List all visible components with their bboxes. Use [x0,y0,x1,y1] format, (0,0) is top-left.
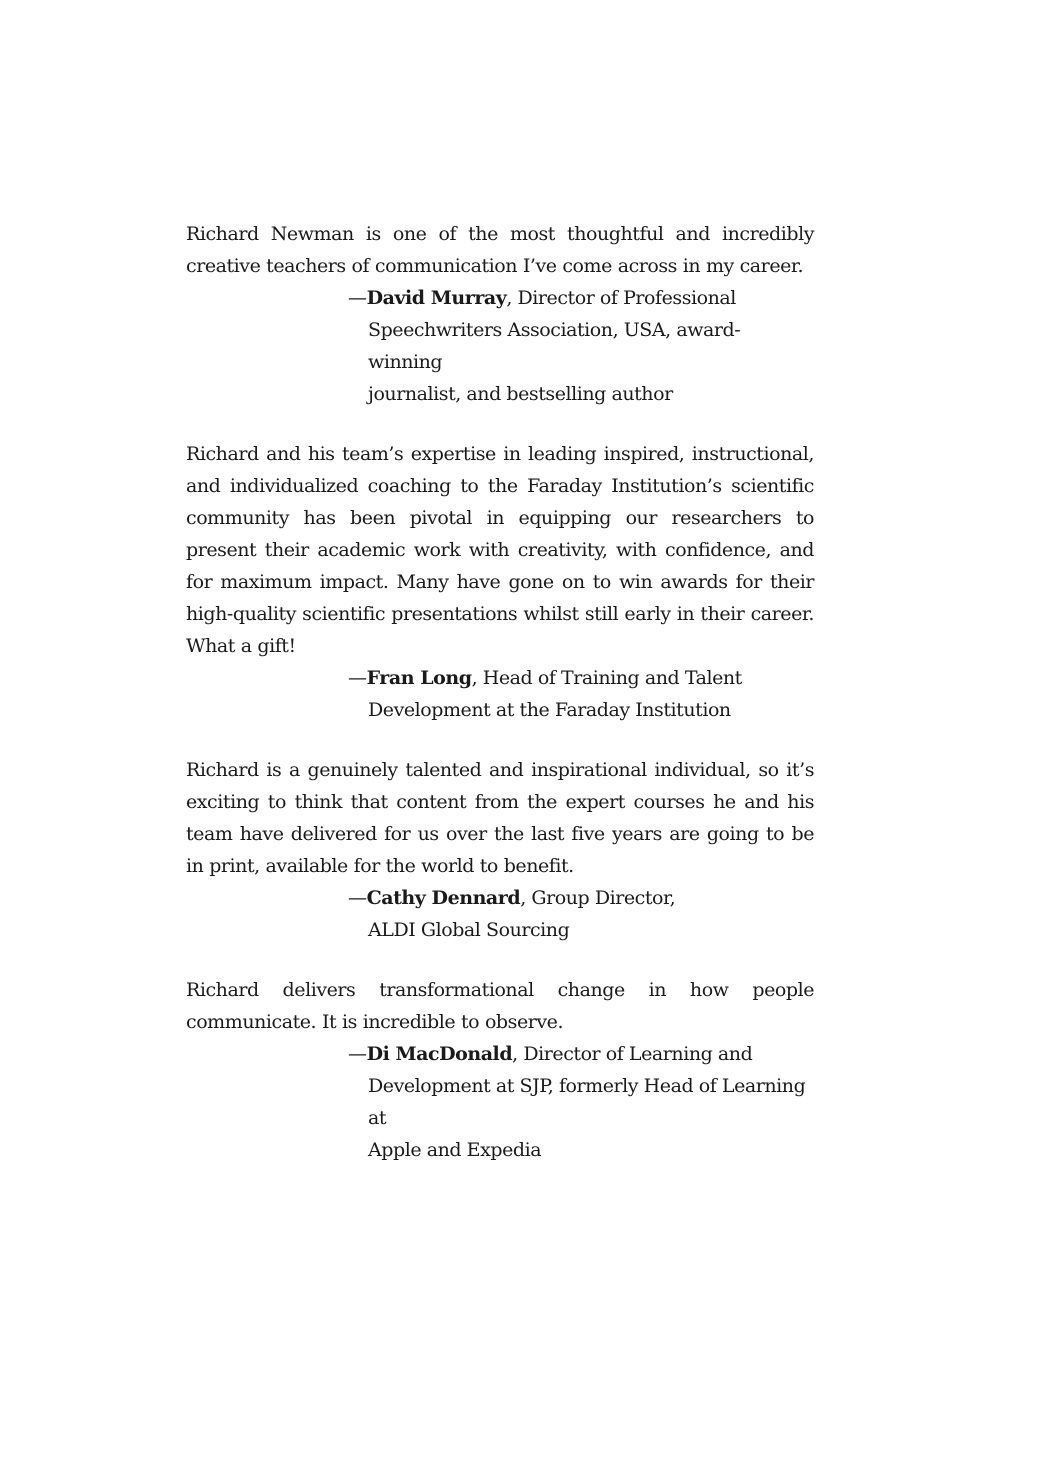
testimonial-attribution [186,282,814,410]
attribution-title: , Head of Training and Talent [471,667,742,689]
attribution-title: , Group Director, [520,887,676,909]
testimonial-attribution [186,1038,814,1166]
attribution-dash: — [348,887,367,909]
attribution-title-continued: Apple and Expedia [368,1139,542,1161]
testimonial-quote: Richard delivers transformational change in how people communicate. It is incredible to observe. [186,979,814,1033]
attribution-name: Fran Long [366,667,472,689]
attribution-name: Cathy Dennard [366,887,521,909]
testimonial-attribution [186,662,814,726]
testimonial-quote: Richard Newman is one of the most thoughtful and incredibly creative teachers of communication I’ve come across in my career. [186,223,814,277]
attribution-title: , Director of Learning and [512,1043,753,1065]
attribution-title-continued: Speechwriters Association, USA, award-winning [368,319,741,373]
testimonials-page [186,218,814,1194]
testimonial-fran-long [186,438,814,726]
attribution-title-continued: ALDI Global Sourcing [368,919,570,941]
attribution-title-continued: Development at the Faraday Institution [368,699,731,721]
attribution-title-continued: journalist, and bestselling author [368,383,673,405]
attribution-dash: — [348,287,367,309]
attribution-title: , Director of Professional [506,287,736,309]
attribution-name: David Murray [366,287,507,309]
attribution-dash: — [348,667,367,689]
testimonial-quote: Richard is a genuinely talented and inspirational individual, so it’s exciting to think that content from the expert courses he and his team have delivered for us over the last five years are going to be in print, available for the world to benefit. [186,759,814,877]
testimonial-di-macdonald [186,974,814,1166]
attribution-name: Di MacDonald [366,1043,513,1065]
testimonial-attribution [186,882,814,946]
attribution-title-continued: Development at SJP, formerly Head of Learning at [368,1075,806,1129]
attribution-dash: — [348,1043,367,1065]
testimonial-cathy-dennard [186,754,814,946]
testimonial-quote: Richard and his team’s expertise in leading inspired, instructional, and individualized coaching to the Faraday Institution’s scientific community has been pivotal in equipping our researchers to present their academic work with creativity, with confidence, and for maximum impact. Many have gone on to win awards for their high-quality scientific presentations whilst still early in their career. What a gift! [186,443,814,657]
testimonial-david-murray [186,218,814,410]
